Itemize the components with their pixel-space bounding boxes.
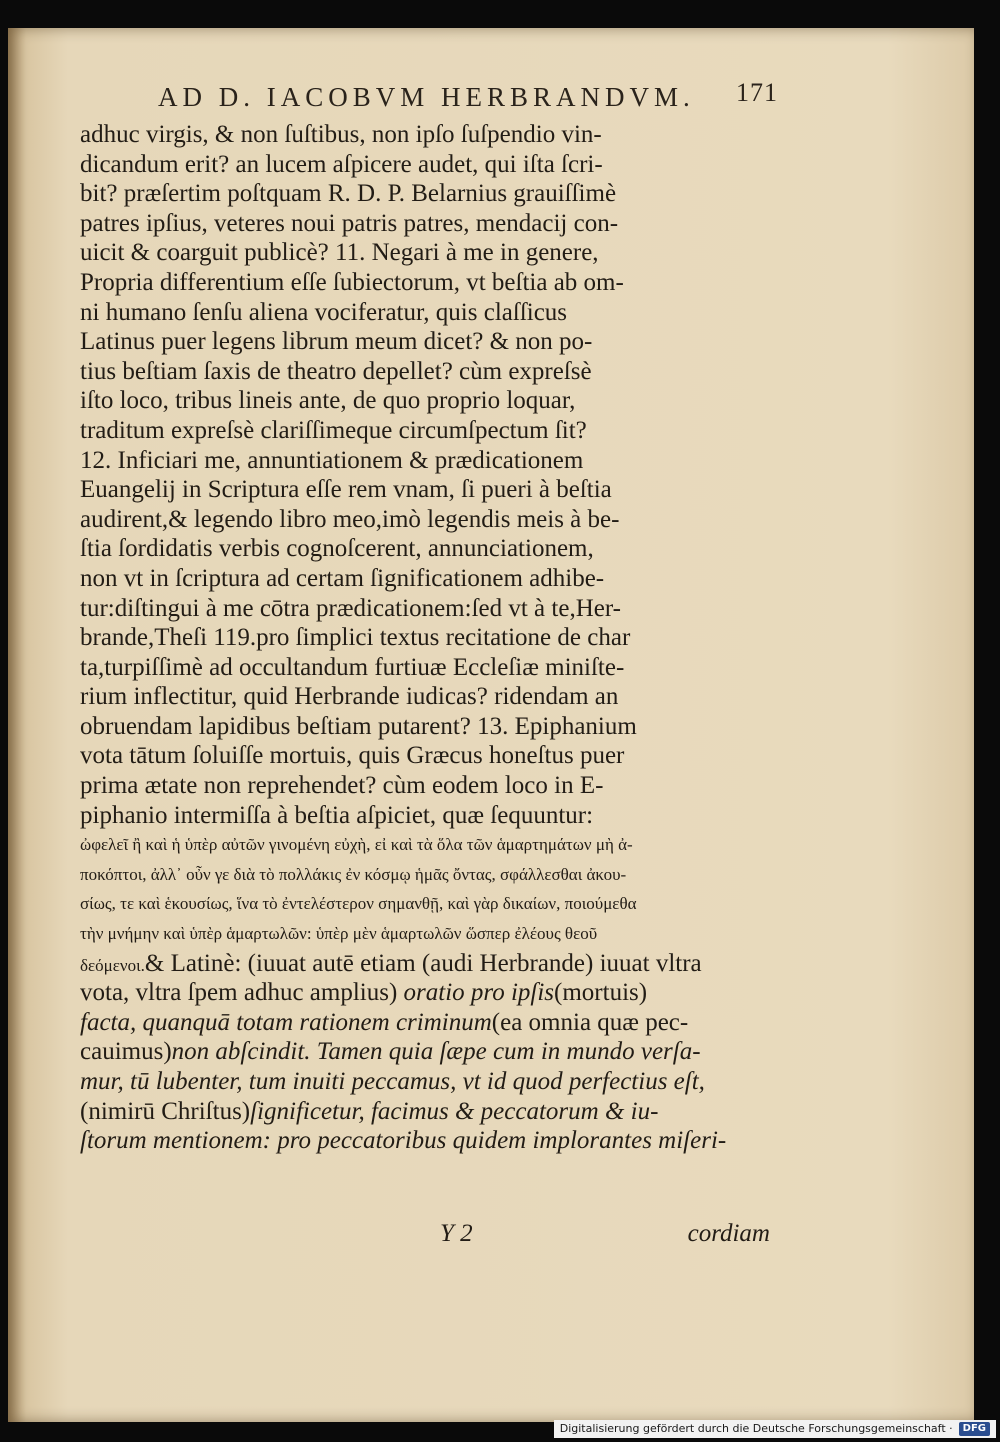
text-line: Euangelij in Scriptura eſſe rem vnam, ſi pueri à beſtia [80,476,612,504]
greek-fragment: δεόμενοι. [80,955,145,975]
text-line: non vt in ſcriptura ad certam ſignificationem adhibe- [80,564,605,592]
catchword: cordiam [687,1220,770,1247]
text-line: ta,turpiſſimè ad occultandum furtiuæ Eccleſiæ miniſte- [80,653,625,681]
text-line: rium inflectitur, quid Herbrande iudicas? ridendam an [80,683,619,711]
text-line: bit? præſertim poſtquam R. D. P. Belarnius grauiſſimè [80,180,617,208]
roman-fragment: & Latinè: (iuuat autē etiam (audi Herbrande) iuuat vltra [144,949,702,977]
running-head [158,78,778,122]
text-line: obruendam lapidibus beſtiam putarent? 13. Epiphanium [80,712,637,740]
text-line: tius beſtiam ſaxis de theatro depellet? cùm expreſsè [80,357,592,385]
text-line: mur, tū lubenter, tum inuiti peccamus, vt id quod perfectius eſt, [80,1068,705,1095]
greek-quote-line: ὠφελεῖ ἢ καὶ ἡ ὑπὲρ αὐτῶν γινομένη εὐχὴ, εἰ καὶ τὰ ὅλα τῶν ἁμαρτημάτων μὴ ἀ- [80,835,633,855]
text-line [80,1008,780,1038]
funding-banner [554,1420,996,1438]
text-line [80,949,780,979]
roman-fragment: vota, vltra ſpem adhuc amplius) [80,979,398,1007]
text-line: iſto loco, tribus lineis ante, de quo proprio loquar, [80,387,576,415]
book-page [8,28,974,1422]
text-line: traditum expreſsè clariſſimeque circumſpectum ſit? [80,416,587,444]
dfg-logo: DFG [959,1422,990,1436]
funding-text: Digitalisierung gefördert durch die Deutsche Forschungsgemeinschaft · [559,1422,953,1435]
text-line: ſtorum mentionem: pro peccatoribus quidem implorantes miſeri- [80,1127,727,1155]
greek-quote-line: ποκόπτοι, ἀλλ᾽ οὖν γε διὰ τὸ πολλάκις ἐν κόσμῳ ἡμᾶς ὄντας, σφάλλεσθαι ἀκου- [80,864,627,884]
text-line [80,1037,780,1067]
text-line: ſtia ſordidatis verbis cognoſcerent, annunciationem, [80,535,594,563]
text-line: dicandum erit? an lucem aſpicere audet, qui iſta ſcri- [80,150,603,178]
text-line: tur:diſtingui à me cōtra prædicationem:ſed vt à te,Her- [80,594,621,622]
text-line: prima ætate non reprehendet? cùm eodem loco in E- [80,772,604,800]
greek-quote-line: σίως, τε καὶ ἑκουσίως, ἵνα τὸ ἐντελέστερον σημανθῇ, καὶ γὰρ δικαίων, ποιούμεθα [80,894,637,914]
running-title: AD D. IACOBVM HERBRANDVM. [158,82,695,112]
body-text [80,120,780,1156]
roman-fragment: (mortuis) [554,979,648,1007]
signature-mark: Y 2 [440,1220,473,1247]
page-footer [80,1220,780,1250]
roman-fragment: cauimus) [80,1038,172,1066]
text-line: audirent,& legendo libro meo,imò legendis meis à be- [80,505,620,533]
italic-fragment: oratio pro ipſis [397,979,555,1007]
text-line: adhuc virgis, & non ſuſtibus, non ipſo ſuſpendio vin- [80,121,602,148]
italic-fragment: non abſcindit. Tamen quia ſæpe cum in mundo verſa- [171,1038,701,1066]
greek-quote-line: τὴν μνήμην καὶ ὑπὲρ ἁμαρτωλῶν: ὑπὲρ μὲν ἁμαρτωλῶν ὥσπερ ἐλέους θεοῦ [80,924,598,944]
text-line: uicit & coarguit publicè? 11. Negari à me in genere, [80,239,599,267]
text-line: brande,Theſi 119.pro ſimplici textus recitatione de char [80,624,631,652]
text-line: 12. Inficiari me, annuntiationem & prædicationem [80,446,584,474]
text-line: piphanio intermiſſa à beſtia aſpiciet, quæ ſequuntur: [80,801,594,829]
text-line [80,1097,780,1127]
text-line: Latinus puer legens librum meum dicet? & non po- [80,328,593,356]
italic-fragment: facta, quanquā totam rationem criminum [80,1008,492,1036]
page-number: 171 [736,78,778,107]
text-line: patres ipſius, veteres noui patris patres, mendacij con- [80,209,619,237]
text-line: vota tātum ſoluiſſe mortuis, quis Græcus honeſtus puer [80,742,625,770]
italic-fragment: ſignificetur, facimus & peccatorum & iu- [250,1097,659,1125]
roman-fragment: (ea omnia quæ pec- [491,1008,689,1036]
text-line [80,978,780,1008]
text-line: ni humano ſenſu aliena vociferatur, quis claſſicus [80,298,568,326]
roman-fragment: (nimirū Chriſtus) [80,1097,251,1125]
text-line: Propria differentium eſſe ſubiectorum, vt beſtia ab om- [80,268,624,296]
